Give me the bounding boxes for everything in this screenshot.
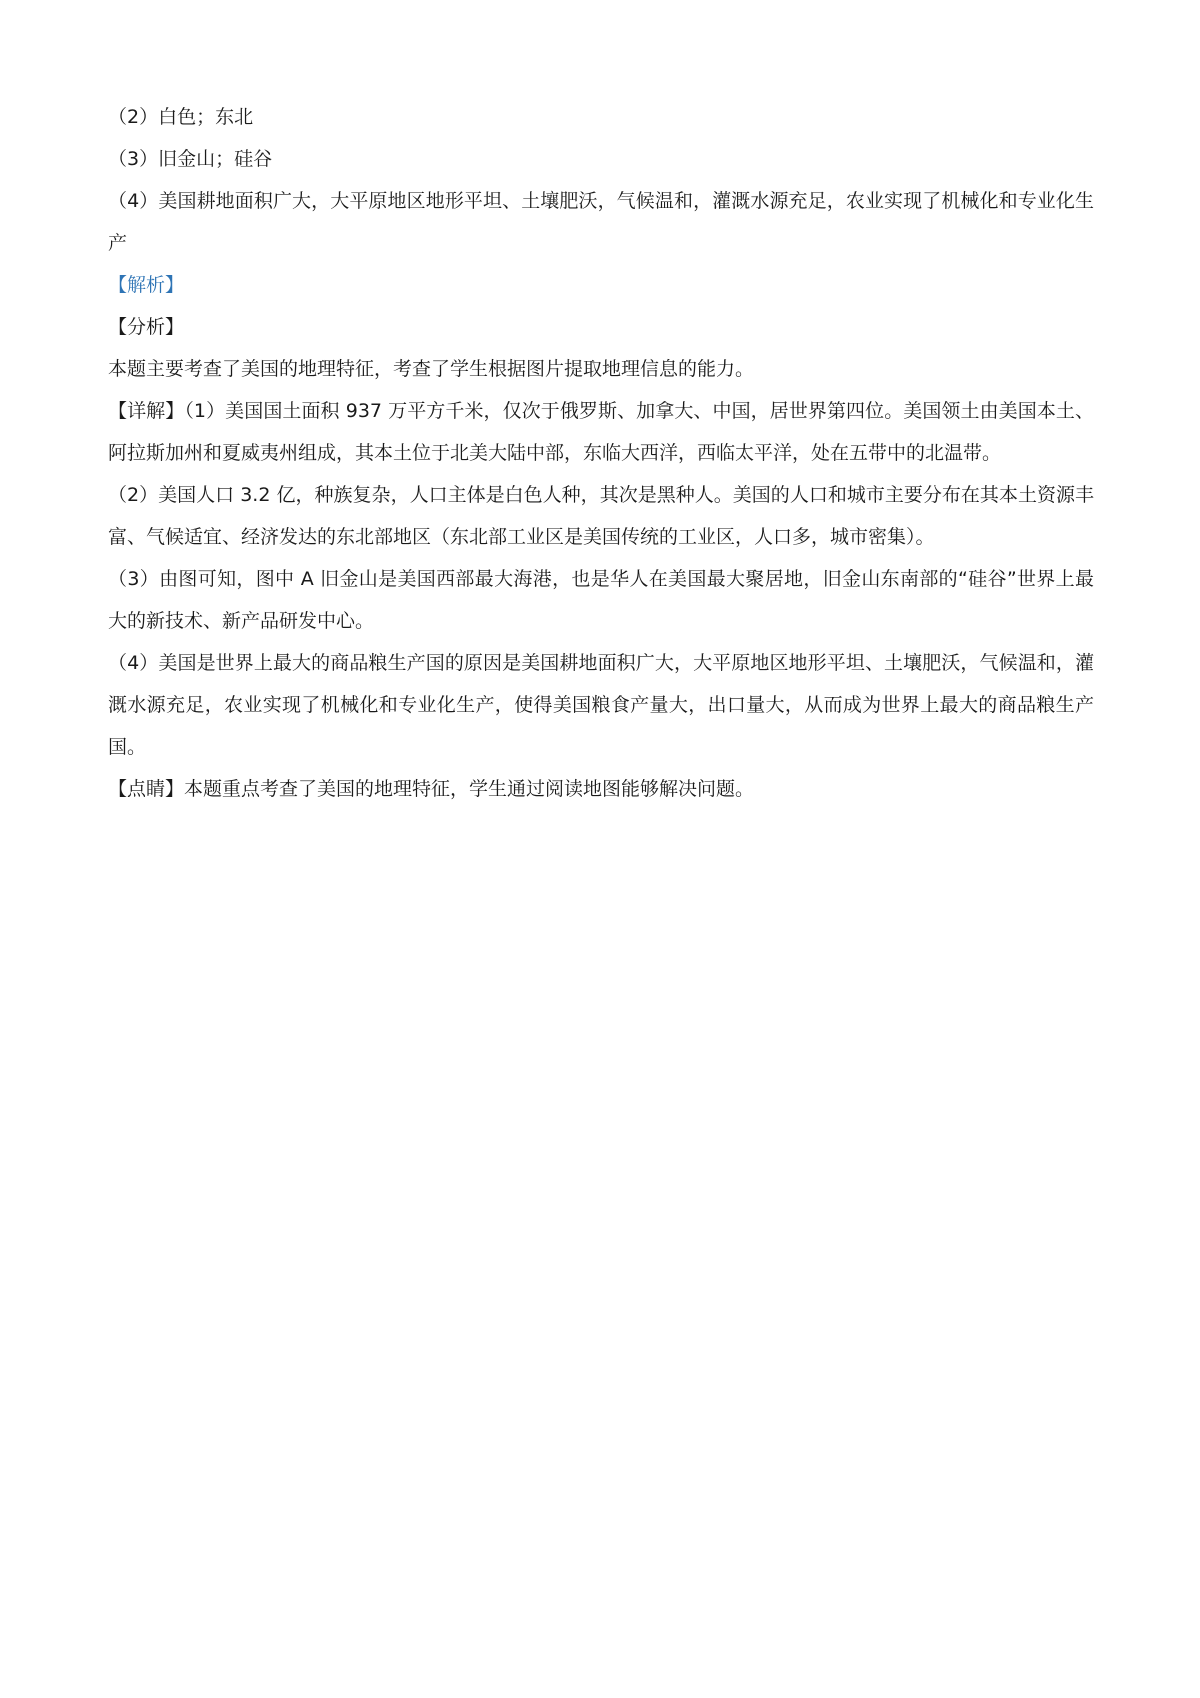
fenxi-label: 【分析】 <box>108 316 185 338</box>
xiangjie-1 <box>108 390 1094 474</box>
xiangjie-2: （2）美国人口 3.2 亿，种族复杂，人口主体是白色人种，其次是黑种人。美国的人口和城市主要分布在其本土资源丰富、气候适宜、经济发达的东北部地区（东北部工业区是美国传统的工业区，人口多，城市密集）。 <box>108 484 1094 548</box>
xiangjie-1-text: （1）美国国土面积 937 万平方千米，仅次于俄罗斯、加拿大、中国，居世界第四位。美国领土由美国本土、阿拉斯加州和夏威夷州组成，其本土位于北美大陆中部，东临大西洋，西临太平洋，处在五带中的北温带。 <box>108 400 1094 464</box>
jiexi-label: 【解析】 <box>108 274 185 296</box>
document-content <box>108 96 1094 810</box>
xiangjie-4: （4）美国是世界上最大的商品粮生产国的原因是美国耕地面积广大，大平原地区地形平坦、土壤肥沃，气候温和，灌溉水源充足，农业实现了机械化和专业化生产，使得美国粮食产量大，出口量大，从而成为世界上最大的商品粮生产国。 <box>108 652 1094 758</box>
dianjing-text: 本题重点考查了美国的地理特征，学生通过阅读地图能够解决问题。 <box>184 778 755 800</box>
answer-2: （2）白色；东北 <box>108 106 254 128</box>
xiangjie-label: 【详解】 <box>108 400 185 422</box>
answer-3: （3）旧金山；硅谷 <box>108 148 273 170</box>
answer-4: （4）美国耕地面积广大，大平原地区地形平坦、土壤肥沃，气候温和，灌溉水源充足，农业实现了机械化和专业化生产 <box>108 190 1094 254</box>
fenxi-text: 本题主要考查了美国的地理特征，考查了学生根据图片提取地理信息的能力。 <box>108 358 755 380</box>
xiangjie-3: （3）由图可知，图中 A 旧金山是美国西部最大海港，也是华人在美国最大聚居地，旧金山东南部的“硅谷”世界上最大的新技术、新产品研发中心。 <box>108 568 1094 632</box>
dianjing <box>108 768 1094 810</box>
dianjing-label: 【点睛】 <box>108 778 185 800</box>
